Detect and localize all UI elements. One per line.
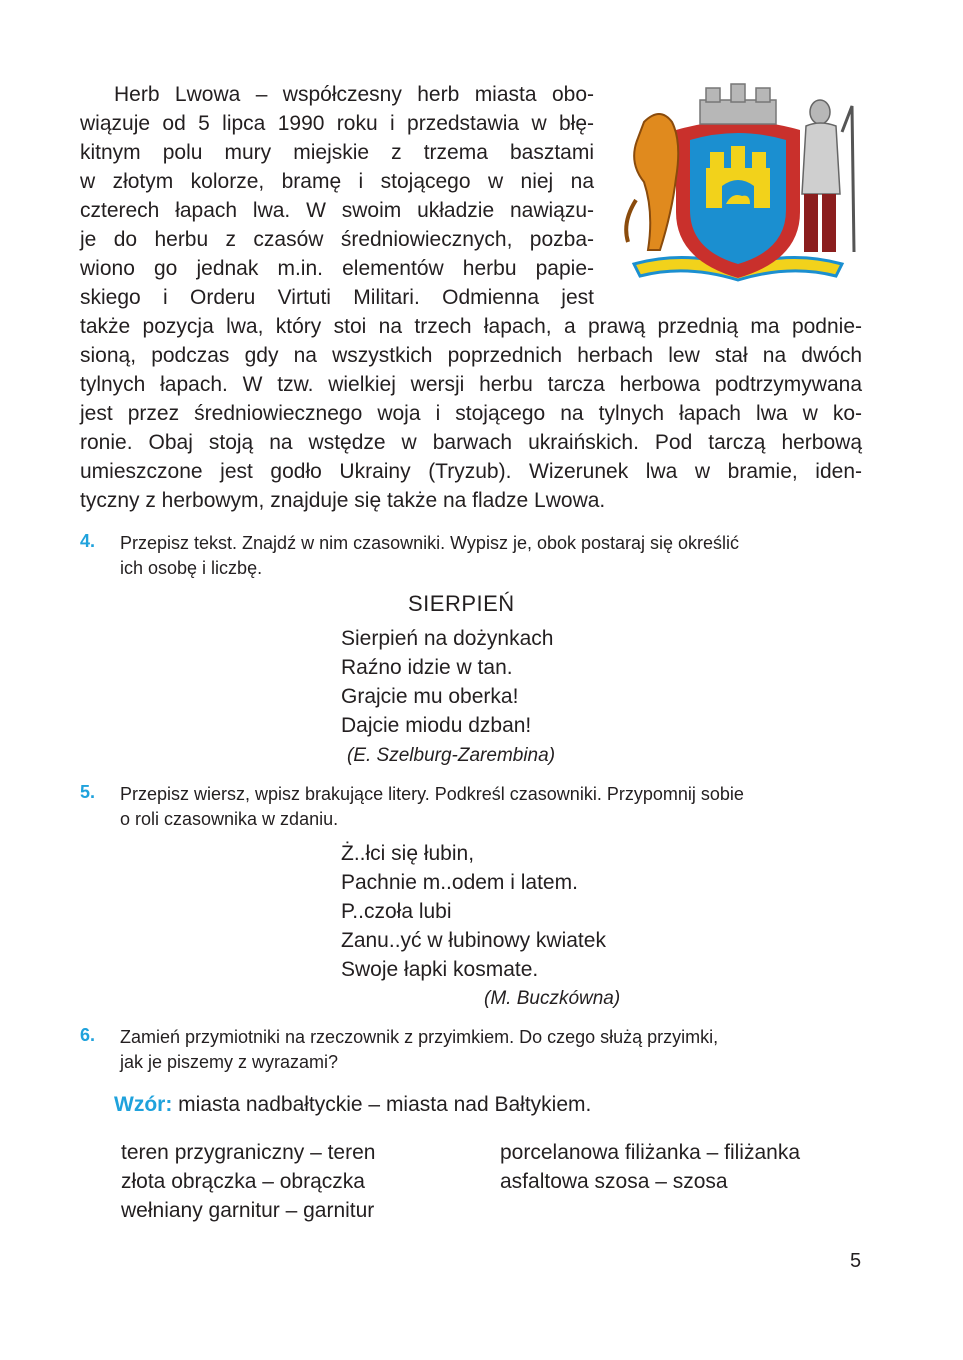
exercise-number: 6. xyxy=(80,1025,96,1045)
word-pair: wełniany garnitur – garnitur xyxy=(121,1199,375,1222)
intro-line: ronie. Obaj stoją na wstędze w barwach ukraińskich. Pod tarczą herbową xyxy=(80,431,862,454)
word-pair: teren przygraniczny – teren xyxy=(121,1141,376,1164)
poem-title: SIERPIEŃ xyxy=(408,591,515,616)
poem-line: Grajcie mu oberka! xyxy=(341,685,519,708)
exercise-number: 4. xyxy=(80,531,96,551)
exercise-instruction xyxy=(120,531,870,581)
poem-author: (E. Szelburg-Zarembina) xyxy=(347,745,556,766)
intro-line: w złotym kolorze, bramę i stojącego w niej na xyxy=(80,170,594,193)
example-line xyxy=(114,1093,591,1117)
word-list-left xyxy=(121,1138,375,1225)
instruction-line: ich osobę i liczbę. xyxy=(120,558,263,578)
page-number: 5 xyxy=(850,1250,862,1272)
instruction-line: Przepisz tekst. Znajdź w nim czasowniki. Wypisz je, obok postaraj się określić xyxy=(120,533,740,553)
poem-line: Ż..łci się łubin, xyxy=(341,842,475,865)
exercise-6 xyxy=(80,1025,870,1075)
exercise-4 xyxy=(80,531,870,581)
exercise-number: 5. xyxy=(80,782,96,802)
instruction-line: o roli czasownika w zdaniu. xyxy=(120,809,339,829)
exercise-instruction xyxy=(120,1025,870,1075)
poem-line: Dajcie miodu dzban! xyxy=(341,714,532,737)
intro-paragraph xyxy=(80,80,862,515)
intro-line: je do herbu z czasów średniowiecznych, pozba- xyxy=(80,228,594,251)
example-text: miasta nadbałtyckie – miasta nad Bałtykiem. xyxy=(172,1093,592,1116)
exercise-instruction xyxy=(120,782,870,832)
word-pair: porcelanowa filiżanka – filiżanka xyxy=(500,1141,800,1164)
intro-line: tyczny z herbowym, znajduje się także na fladze Lwowa. xyxy=(80,489,606,512)
poem-line: Sierpień na dożynkach xyxy=(341,627,554,650)
intro-line: także pozycja lwa, który stoi na trzech łapach, a prawą przednią ma podnie- xyxy=(80,315,862,338)
poem xyxy=(341,839,606,984)
word-list-right xyxy=(500,1138,800,1196)
intro-line: umieszczone jest godło Ukrainy (Tryzub). Wizerunek lwa w bramie, iden- xyxy=(80,460,862,483)
instruction-line: Przepisz wiersz, wpisz brakujące litery. Podkreśl czasowniki. Przypomnij sobie xyxy=(120,784,744,804)
poem-line: Raźno idzie w tan. xyxy=(341,656,513,679)
word-pair: złota obrączka – obrączka xyxy=(121,1170,365,1193)
poem-line: Zanu..yć w łubinowy kwiatek xyxy=(341,929,606,952)
poem-line: Swoje łapki kosmate. xyxy=(341,958,539,981)
instruction-line: jak je piszemy z wyrazami? xyxy=(120,1052,339,1072)
intro-line: wiązuje od 5 lipca 1990 roku i przedstawia w błę- xyxy=(80,112,594,135)
intro-line: sioną, podczas gdy na wszystkich poprzednich herbach lew stał na dwóch xyxy=(80,344,862,367)
intro-line: wiono go jednak m.in. elementów herbu papie- xyxy=(80,257,594,280)
intro-line: kitnym polu mury miejskie z trzema basztami xyxy=(80,141,594,164)
intro-line: czterech łapach lwa. W swoim układzie nawiązu- xyxy=(80,199,594,222)
poem-line: Pachnie m..odem i latem. xyxy=(341,871,578,894)
exercise-5 xyxy=(80,782,870,832)
poem-author: (M. Buczkówna) xyxy=(484,988,621,1009)
intro-line: Herb Lwowa – współczesny herb miasta obo- xyxy=(114,83,594,106)
poem xyxy=(341,624,553,740)
intro-line: skiego i Orderu Virtuti Militari. Odmienna jest xyxy=(80,286,594,309)
intro-line: tylnych łapach. W tzw. wielkiej wersji herbu tarcza herbowa podtrzymywana xyxy=(80,373,862,396)
example-label: Wzór: xyxy=(114,1093,173,1116)
poem-line: P..czoła lubi xyxy=(341,900,452,923)
word-pair: asfaltowa szosa – szosa xyxy=(500,1170,728,1193)
instruction-line: Zamień przymiotniki na rzeczownik z przyimkiem. Do czego służą przyimki, xyxy=(120,1027,719,1047)
intro-line: jest przez średniowiecznego woja i stojącego na tylnych łapach lwa w ko- xyxy=(80,402,862,425)
